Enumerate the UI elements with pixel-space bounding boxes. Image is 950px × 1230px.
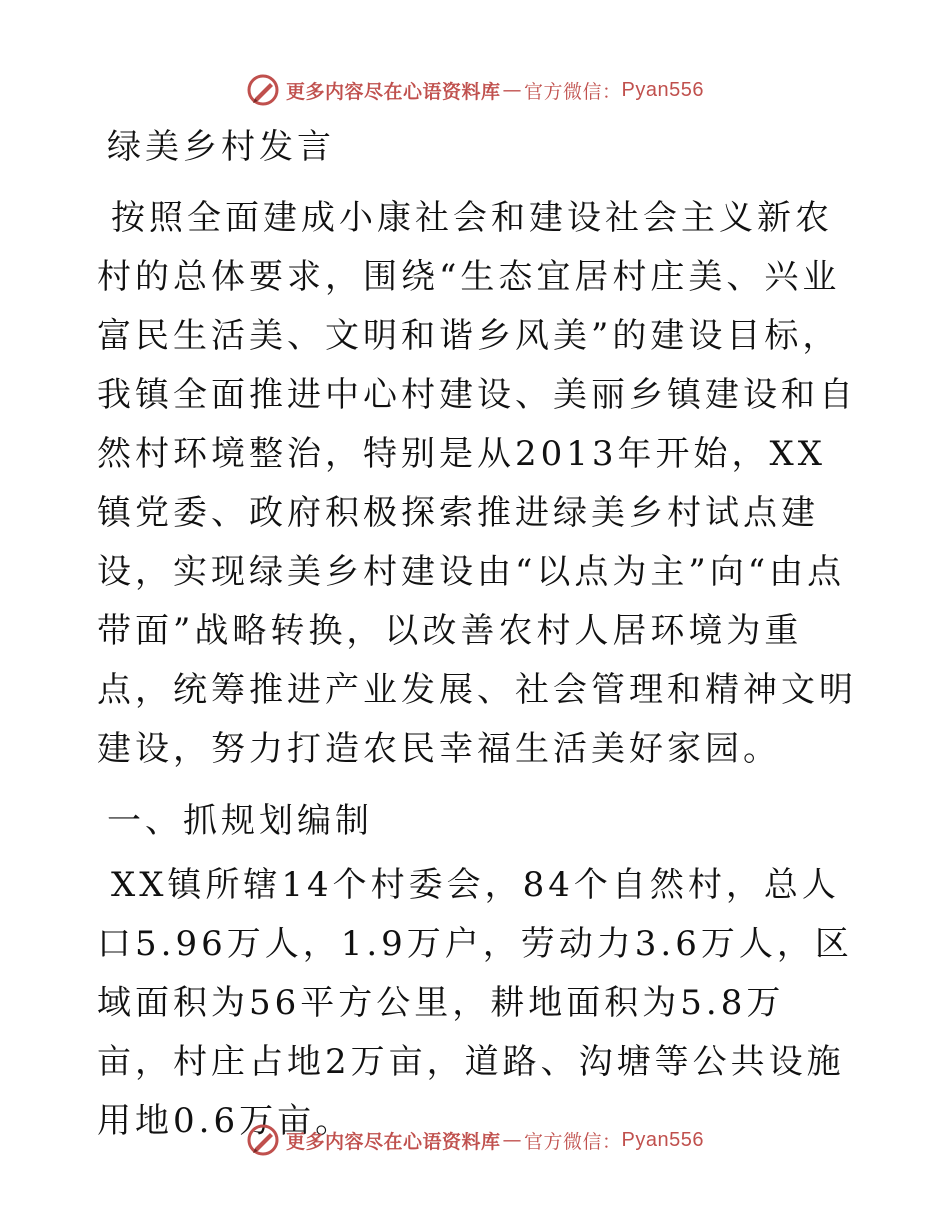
- document-title: 绿美乡村发言: [107, 127, 335, 167]
- watermark-banner-top: [0, 72, 950, 108]
- watermark-site-text: 更多内容尽在心语资料库: [286, 1130, 501, 1153]
- document-body: [97, 118, 857, 1151]
- pen-logo-icon: [246, 1123, 280, 1157]
- watermark-wechat-label: 官方微信：: [524, 1130, 622, 1153]
- section-paragraph: XX镇所辖14个村委会，84个自然村，总人口5.96万人，1.9万户，劳动力3.6万人，区域面积为56平方公里，耕地面积为5.8万亩，村庄占地2万亩，道路、沟塘等公共设施用地0.6万亩。: [97, 865, 853, 1141]
- watermark-wechat-label: 官方微信：: [524, 80, 622, 103]
- pen-logo-icon: [246, 73, 280, 107]
- watermark-dash: —: [502, 1129, 523, 1151]
- watermark-handle: Pyan556: [621, 1128, 704, 1151]
- section-heading: 一、抓规划编制: [107, 801, 373, 841]
- watermark-handle: Pyan556: [621, 78, 704, 101]
- watermark-site-text: 更多内容尽在心语资料库: [286, 80, 501, 103]
- watermark-dash: —: [502, 79, 523, 101]
- intro-paragraph: 按照全面建成小康社会和建设社会主义新农村的总体要求，围绕“生态宜居村庄美、兴业富民生活美、文明和谐乡风美”的建设目标，我镇全面推进中心村建设、美丽乡镇建设和自然村环境整治，特别是从2013年开始，XX镇党委、政府积极探索推进绿美乡村试点建设，实现绿美乡村建设由“以点为主”向“由点带面”战略转换，以改善农村人居环境为重点，统筹推进产业发展、社会管理和精神文明建设，努力打造农民幸福生活美好家园。: [97, 198, 857, 769]
- watermark-banner-bottom: [0, 1122, 950, 1158]
